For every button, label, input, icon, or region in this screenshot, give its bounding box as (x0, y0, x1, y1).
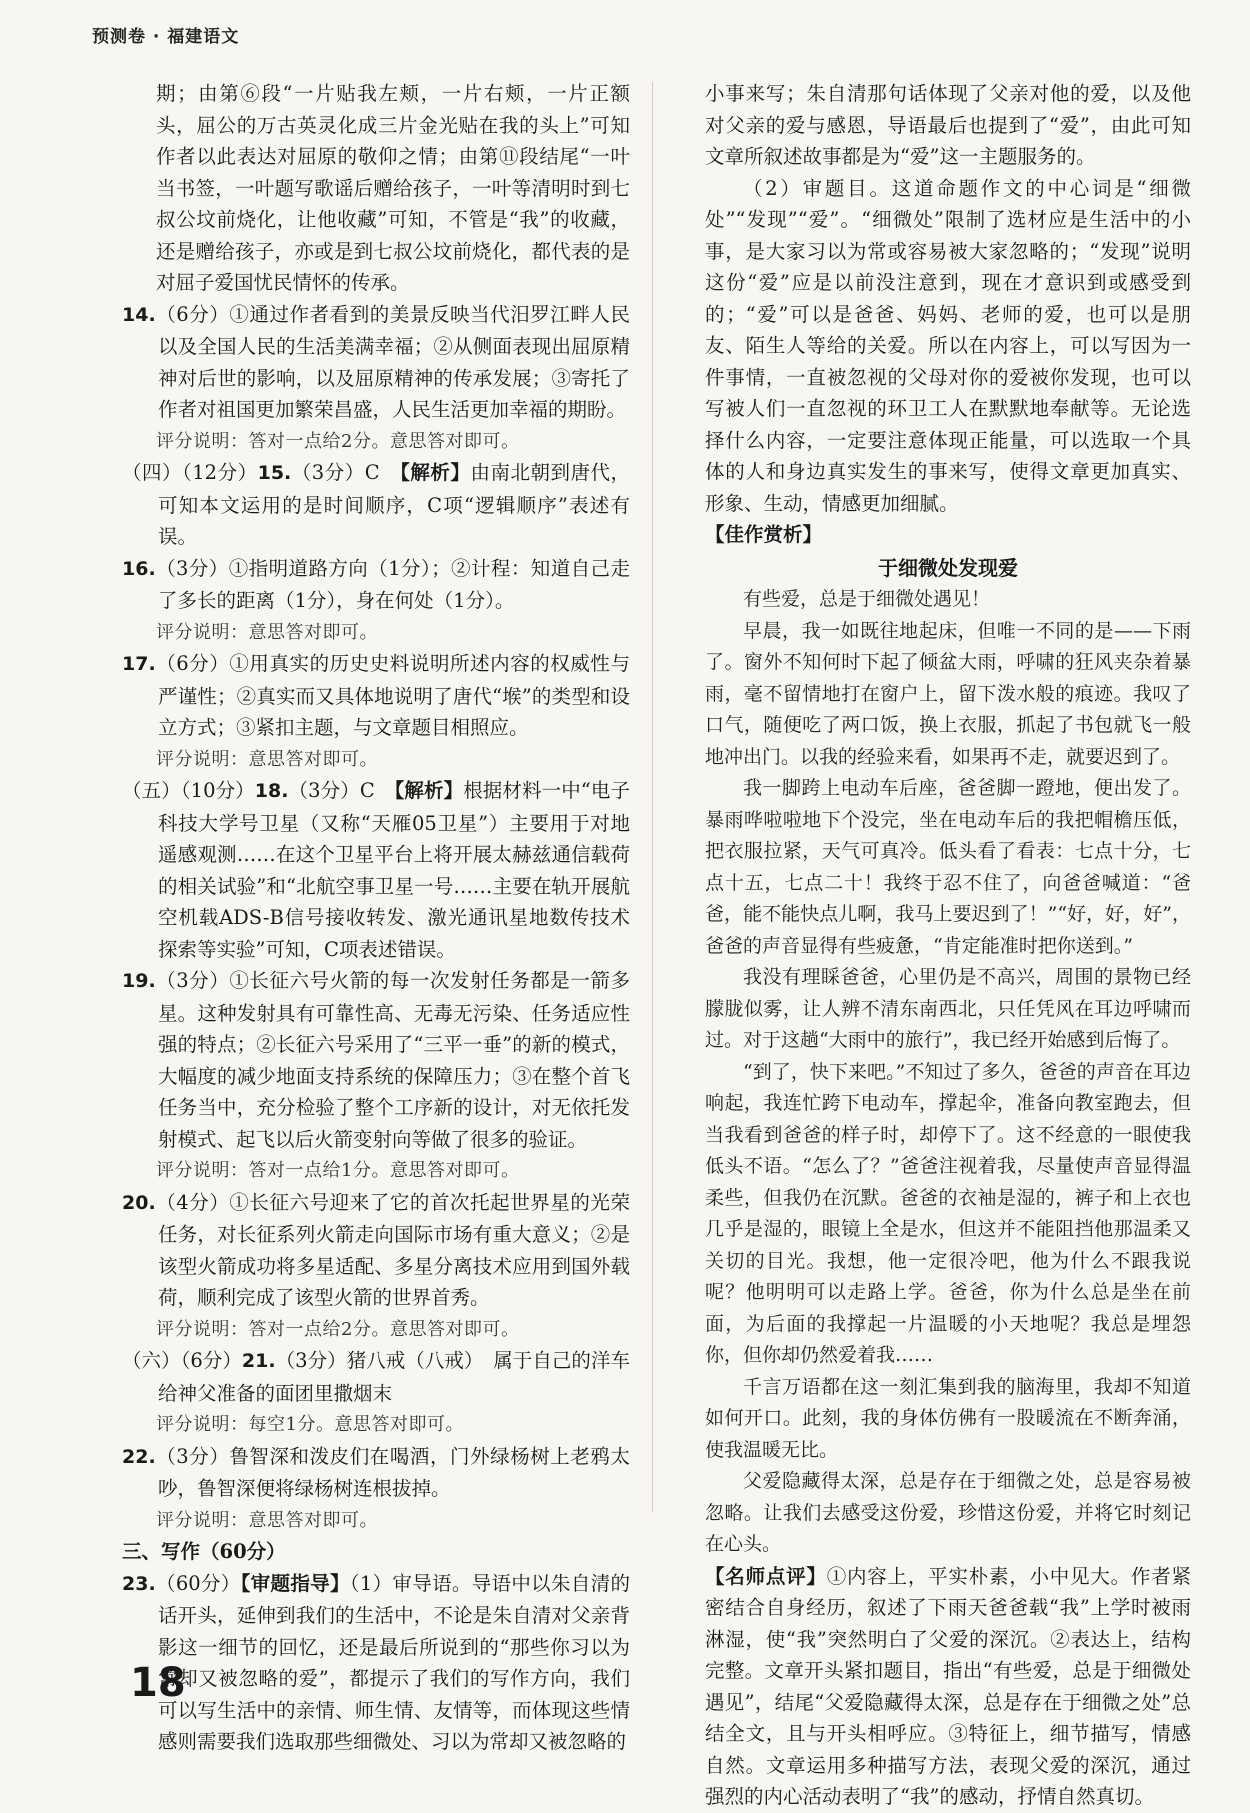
section-4-label: （四）（12分） (122, 461, 258, 484)
q14-number: 14. (122, 303, 156, 326)
q15-number: 15. (257, 462, 292, 484)
q15-answer: （3分）C (291, 461, 380, 484)
q23-guide-text: （1）审导语。导语中以朱自清的话开头，延伸到我们的生活中，不论是朱自清对父亲背影这一细节的回忆，还是最后所说到的“那些你习以为常却又被忽略的爱”，都提示了我们的写作方向，我们可以写生活中的亲情、师生情、友情等，而体现这些情感则需要我们选取那些细微处、习以为常却又被忽略的 (158, 1571, 630, 1753)
answer-18 (122, 775, 630, 965)
q17-text: （6分）①用真实的历史史料说明所述内容的权威性与严谨性；②真实而又具体地说明了唐代“堠”的类型和设立方式；③紧扣主题，与文章题目相照应。 (155, 652, 630, 739)
section-5-label: （五）（10分） (122, 779, 255, 802)
q14-text: （6分）①通过作者看到的美景反映当代汨罗江畔人民以及全国人民的生活美满幸福；②从侧面表现出屈原精神对后世的影响，以及屈原精神的传承发展；③寄托了作者对祖国更加繁荣昌盛，人民生活更加幸福的期盼。 (155, 302, 630, 421)
q20-text: （4分）①长征六号迎来了它的首次托起世界星的光荣任务，对长征系列火箭走向国际市场有重大意义；②是该型火箭成功将多星适配、多星分离技术应用到国外载荷，顺利完成了该型火箭的世界首秀。 (155, 1190, 630, 1309)
q18-answer: （3分）C (288, 779, 375, 802)
essay-paragraph-1: 有些爱，总是于细微处遇见！ (743, 588, 991, 610)
q23-number: 23. (122, 1572, 156, 1595)
answer-19 (122, 965, 630, 1155)
q17-scoring: 评分说明：意思答对即可。 (156, 748, 378, 770)
q18-number: 18. (254, 780, 289, 802)
model-essay-tag: 【佳作赏析】 (705, 523, 823, 546)
q23-score: （60分） (155, 1571, 241, 1595)
right-column (705, 78, 1191, 1813)
answer-23 (122, 1568, 630, 1758)
q22-number: 22. (122, 1445, 156, 1468)
answer-14 (122, 299, 630, 426)
q18-analysis-tag: 【解析】 (394, 779, 464, 802)
q15-analysis-tag: 【解析】 (400, 461, 471, 484)
page-header: 预测卷 · 福建语文 (92, 27, 240, 47)
answer-21 (122, 1345, 650, 1409)
q19-scoring: 评分说明：答对一点给1分。意思答对即可。 (156, 1160, 520, 1181)
q22-text: （3分）鲁智深和泼皮们在喝酒，门外绿杨树上老鸦太吵，鲁智深便将绿杨树连根拔掉。 (155, 1444, 630, 1500)
answer-16 (122, 553, 630, 617)
essay-paragraph-3: 我一脚跨上电动车后座，爸爸脚一蹬地，便出发了。暴雨哗啦啦地下个没完，坐在电动车后的我把帽檐压低，把衣服拉紧，天气可真冷。低头看了看表：七点十分，七点十五，七点二十！我终于忍不住了，向爸爸喊道：“爸爸，能不能快点儿啊，我马上要迟到了！”“好，好，好”，爸爸的声音显得有些疲惫，“肯定能准时把你送到。” (705, 777, 1191, 957)
q23-guide-tag: 【审题指导】 (240, 1571, 350, 1595)
q19-number: 19. (122, 970, 156, 992)
essay-paragraph-4: 我没有理睬爸爸，心里仍是不高兴，周围的景物已经朦胧似雾，让人辨不清东南西北，只任凭风在耳边呼啸而过。对于这趟“大雨中的旅行”，我已经开始感到后悔了。 (705, 966, 1191, 1051)
q20-number: 20. (122, 1191, 156, 1214)
left-column (122, 78, 650, 1758)
teacher-comment (705, 1561, 1191, 1813)
writing-section-title: 三、写作（60分） (122, 1540, 286, 1563)
column-divider (652, 82, 653, 1512)
answer-22 (122, 1441, 630, 1505)
essay-paragraph-7: 父爱隐藏得太深，总是存在于细微之处，总是容易被忽略。让我们去感受这份爱，珍惜这份爱，并将它时刻记在心头。 (705, 1470, 1191, 1555)
q21-number: 21. (241, 1350, 276, 1372)
q14-scoring: 评分说明：答对一点给2分。意思答对即可。 (156, 430, 520, 452)
q23-title-analysis: （2）审题目。这道命题作文的中心词是“细微处”“发现”“爱”。“细微处”限制了选材应是生活中的小事，是大家习以为常或容易被大家忽略的；“发现”说明这份“爱”应是以前没注意到，现在才意识到或感受到的；“爱”可以是爸爸、妈妈、老师的爱，也可以是朋友、陌生人等给的关爱。所以在内容上，可以写因为一件事情，一直被忽视的父母对你的爱被你发现，也可以写被人们一直忽视的环卫工人在默默地奉献等。无论选择什么内容，一定要注意体现正能量，可以选取一个具体的人和身边真实发生的事来写，使得文章更加真实、形象、生动，情感更加细腻。 (705, 176, 1191, 515)
q20-scoring: 评分说明：答对一点给2分。意思答对即可。 (156, 1318, 520, 1340)
q21-text: （3分）猪八戒（八戒） 属于自己的洋车 给神父准备的面团里撒烟末 (158, 1349, 650, 1405)
essay-title: 于细微处发现爱 (878, 555, 1018, 580)
q23-guide-continued: 小事来写；朱自清那句话体现了父亲对他的爱，以及他对父亲的爱与感恩，导语最后也提到了“爱”，由此可知文章所叙述故事都是为“爱”这一主题服务的。 (705, 82, 1191, 168)
q22-scoring: 评分说明：意思答对即可。 (156, 1509, 378, 1531)
essay-paragraph-5: “到了，快下来吧。”不知过了多久，爸爸的声音在耳边响起，我连忙跨下电动车，撑起伞，准备向教室跑去，但当我看到爸爸的样子时，却停下了。这不经意的一眼使我低头不语。“怎么了？”爸爸注视着我，尽量使声音显得温柔些，但我仍在沉默。爸爸的衣袖是湿的，裤子和上衣也几乎是湿的，眼镜上全是水，但这并不能阻挡他那温柔又关切的目光。我想，他一定很冷吧，他为什么不跟我说呢？他明明可以走路上学。爸爸，你为什么总是坐在前面，为后面的我撑起一片温暖的小天地呢？我总是埋怨你，但你却仍然爱着我…… (705, 1060, 1191, 1366)
q16-scoring: 评分说明：意思答对即可。 (156, 621, 378, 643)
teacher-comment-text: ①内容上，平实朴素，小中见大。作者紧密结合自身经历，叙述了下雨天爸爸载“我”上学时被雨淋湿，使“我”突然明白了父爱的深沉。②表达上，结构完整。文章开头紧扣题目，指出“有些爱，总是于细微处遇见”，结尾“父爱隐藏得太深，总是存在于细微之处”总结全文，且与开头相呼应。③特征上，细节描写，情感自然。文章运用多种描写方法，表现父爱的深沉，通过强烈的内心活动表明了“我”的感动，抒情自然真切。 (705, 1564, 1191, 1808)
page-number: 18 (130, 1660, 186, 1706)
q13-continued: 期；由第⑥段“一片贴我左颊，一片右颊，一片正额头，屈公的万古英灵化成三片金光贴在我的头上”可知作者以此表达对屈原的敬仰之情；由第⑪段结尾“一叶当书签，一叶题写歌谣后赠给孩子，一叶等清明时到七叔公坟前烧化，让他收藏”可知，不管是“我”的收藏，还是赠给孩子，亦或是到七叔公坟前烧化，都代表的是对屈子爱国忧民情怀的传承。 (156, 82, 630, 294)
answer-20 (122, 1187, 630, 1314)
answer-17 (122, 648, 630, 744)
section-6-label: （六）（6分） (122, 1349, 242, 1372)
q16-number: 16. (122, 557, 156, 580)
answer-15 (122, 457, 630, 553)
q16-text: （3分）①指明道路方向（1分）；②计程：知道自己走了多长的距离（1分），身在何处（1分）。 (155, 556, 630, 612)
essay-paragraph-6: 千言万语都在这一刻汇集到我的脑海里，我却不知道如何开口。此刻，我的身体仿佛有一股暖流在不断奔涌，使我温暖无比。 (705, 1375, 1191, 1461)
teacher-comment-tag: 【名师点评】 (705, 1564, 827, 1588)
q15-analysis: 由南北朝到唐代，可知本文运用的是时间顺序，C项“逻辑顺序”表述有误。 (158, 461, 630, 548)
essay-paragraph-2: 早晨，我一如既往地起床，但唯一不同的是——下雨了。窗外不知何时下起了倾盆大雨，呼啸的狂风夹杂着暴雨，毫不留情地打在窗户上，留下泼水般的痕迹。我叹了口气，随便吃了两口饭，换上衣服，抓起了书包就飞一般地冲出门。以我的经验来看，如果再不走，就要迟到了。 (705, 619, 1191, 768)
q19-text: （3分）①长征六号火箭的每一次发射任务都是一箭多星。这种发射具有可靠性高、无毒无污染、任务适应性强的特点；②长征六号采用了“三平一垂”的新的模式，大幅度的减少地面支持系统的保障压力；③在整个首飞任务当中，充分检验了整个工序新的设计，对无依托发射模式、起飞以后火箭变射向等做了很多的验证。 (155, 969, 630, 1151)
q17-number: 17. (122, 653, 156, 675)
q18-analysis: 根据材料一中“电子科技大学号卫星（又称“天雁05卫星”）主要用于对地遥感观测……在这个卫星平台上将开展太赫兹通信载荷的相关试验”和“北航空事卫星一号……主要在轨开展航空机载ADS-B信号接收转发、激光通讯星地数传技术探索等实验”可知，C项表述错误。 (158, 779, 630, 961)
q21-scoring: 评分说明：每空1分。意思答对即可。 (156, 1414, 464, 1435)
